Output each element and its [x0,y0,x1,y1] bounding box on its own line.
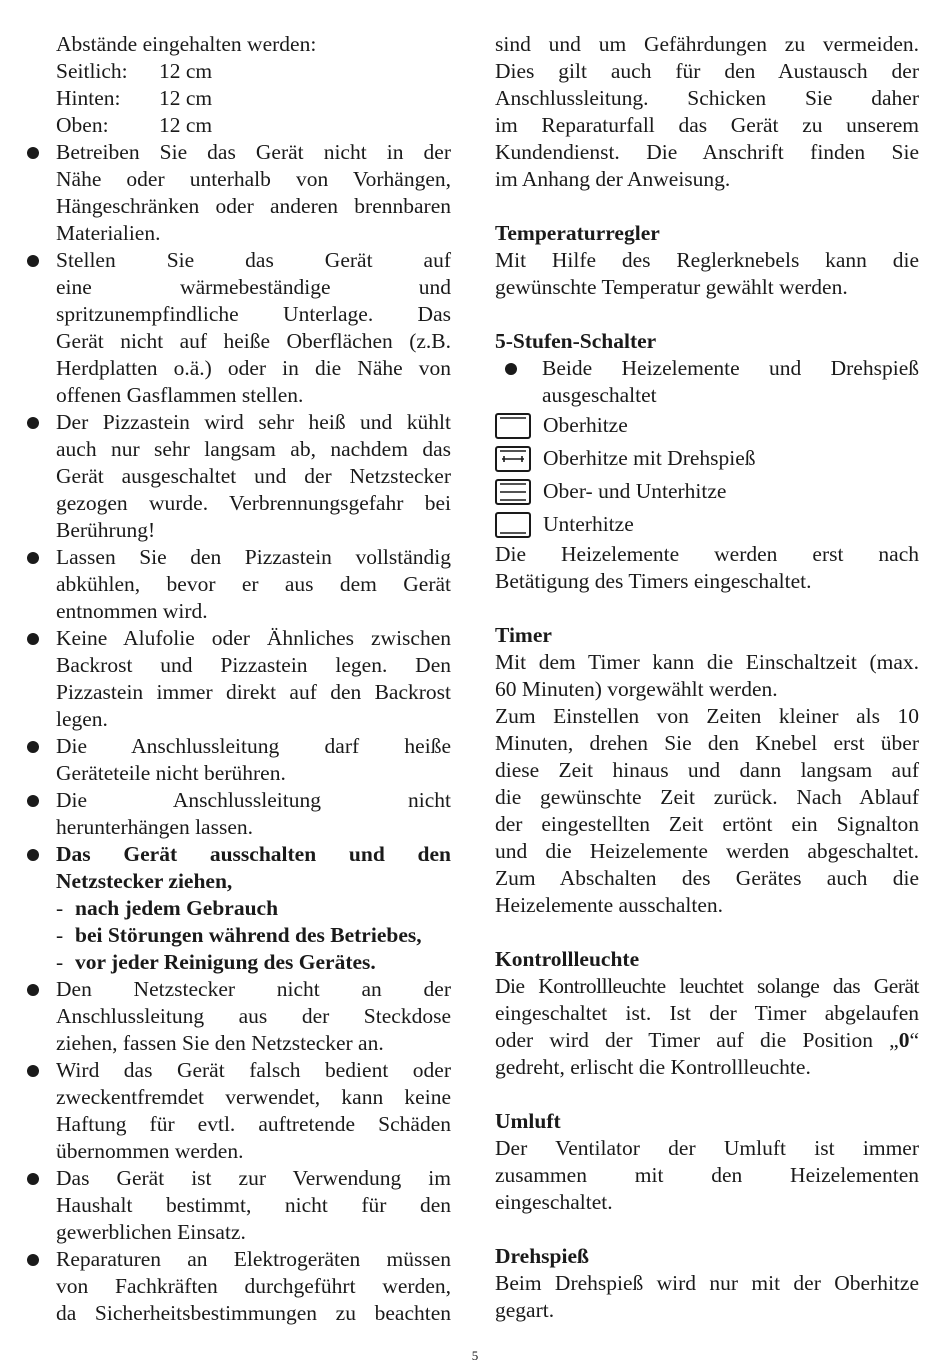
switch-item-top-heat: Oberhitze [495,409,919,442]
top-heat-rotisserie-icon [495,446,531,472]
section-heading-convection: Umluft [495,1109,561,1133]
distance-intro: Abstände eingehalten werden: [56,32,317,56]
distance-label: Seitlich: [56,59,128,83]
safety-bullet-unplug: Das Gerät ausschalten und den Netzstecker ziehen, [27,841,451,895]
safety-bullet-liability: Wird das Gerät falsch bedient oder zweckentfremdet verwendet, kann keine Haftung für evtl. auftretende Schäden übernommen werden. [27,1057,451,1165]
safety-bullet-surface: Stellen Sie das Gerät auf eine wärmebeständige und spritzunempfindliche Unterlage. Das Gerät nicht auf heiße Oberflächen (z.B. Herdplatten o.ä.) oder in die Nähe von offenen Gasflammen stellen. [27,247,451,409]
safety-bullet-cable-hanging: Die Anschlussleitung nicht herunterhängen lassen. [27,787,451,841]
page-number: 5 [471,1348,479,1363]
switch-item-top-heat-rotisserie: Oberhitze mit Drehspieß [495,442,919,475]
distance-value: 12 cm [159,113,213,137]
right-column: sind und um Gefährdungen zu vermeiden. Dies gilt auch für den Austausch der Anschlussleitung. Schicken Sie daher im Reparaturfall das Gerät zu unserem Kundendienst. Die Anschrift finden Sie im Anhang der Anweisung. Temperaturregler Mit Hilfe des Reglerknebels kann die gewünschte Temperatur gewählt werden. 5-Stufen-Schalter Beide Heizelemente und Drehspieß ausgeschaltet Oberhitze Oberhitze mit Drehspieß Ober- und Unterhitze Unterhitze Die Heizelemente werden erst nach Betätigung des Timers eingeschaltet. Timer Mit dem Timer kann die Einschaltzeit (max. 60 Minuten) vorgewählt werden. Zum Einstellen von Zeiten kleiner als 10 Minuten, drehen Sie den Knebel erst über diese Zeit hinaus und dann langsam auf die gewünschte Zeit zurück. Nach Ablauf der eingestellten Zeit ertönt ein Signalton und die Heizelemente werden abgeschaltet. Zum Abschalten des Gerätes auch die Heizelemente ausschalten. Kontrollleuchte Die Kontrollleuchte leuchtet solange das Gerät eingeschaltet ist. Ist der Timer abgelaufen oder wird der Timer auf die Position „0“ gedreht, erlischt die Kontrollleuchte. Umluft Der Ventilator der Umluft ist immer zusammen mit den Heizelementen eingeschaltet. Drehspieß Beim Drehspieß wird nur mit der Oberhitze gegart. [495,32,919,1322]
safety-bullet-pizzastone-hot: Der Pizzastein wird sehr heiß und kühlt auch nur sehr langsam ab, nachdem das Gerät ausgeschaltet und der Netzstecker gezogen wurde. Verbrennungsgefahr bei Berührung! [27,409,451,544]
position-zero: 0 [898,1028,910,1052]
unplug-subitem: - nach jedem Gebrauch [56,896,279,920]
left-column [27,31,451,1327]
safety-bullet-cable-hot: Die Anschlussleitung darf heiße Geräteteile nicht berühren. [27,733,451,787]
distance-row [27,85,451,112]
section-heading-timer: Timer [495,623,552,647]
distance-label: Hinten: [56,86,121,110]
safety-bullet-pizzastone-cool: Lassen Sie den Pizzastein vollständig abkühlen, bevor er aus dem Gerät entnommen wird. [27,544,451,625]
safety-bullet-household: Das Gerät ist zur Verwendung im Haushalt bestimmt, nicht für den gewerblichen Einsatz. [27,1165,451,1246]
distance-label: Oben: [56,113,109,137]
distance-row [27,112,451,139]
switch-bullet-off: Beide Heizelemente und Drehspieß ausgeschaltet [495,355,919,409]
section-heading-switch: 5-Stufen-Schalter [495,329,657,353]
section-heading-rotisserie: Drehspieß [495,1244,589,1268]
unplug-subitem: - vor jeder Reinigung des Gerätes. [56,950,376,974]
distance-value: 12 cm [159,86,213,110]
bottom-heat-icon [495,512,531,538]
lamp-position-line: oder wird der Timer auf die Position „0“ [495,1028,919,1052]
unplug-subitem: - bei Störungen während des Betriebes, [56,923,422,947]
distance-value: 12 cm [159,59,213,83]
safety-bullet-curtains: Betreiben Sie das Gerät nicht in der Nähe oder unterhalb von Vorhängen, Hängeschränken oder anderen brennbaren Materialien. [27,139,451,247]
switch-item-top-bottom-heat: Ober- und Unterhitze [495,475,919,508]
switch-item-bottom-heat: Unterhitze [495,508,919,541]
safety-bullet-foil: Keine Alufolie oder Ähnliches zwischen Backrost und Pizzastein legen. Den Pizzastein immer direkt auf den Backrost legen. [27,625,451,733]
section-heading-indicator-lamp: Kontrollleuchte [495,947,640,971]
top-heat-icon [495,413,531,439]
safety-bullet-plug-pull: Den Netzstecker nicht an der Anschlussleitung aus der Steckdose ziehen, fassen Sie den Netzstecker an. [27,976,451,1057]
safety-bullet-repairs: Reparaturen an Elektrogeräten müssen von Fachkräften durchgeführt werden, da Sicherheitsbestimmungen zu beachten [27,1246,451,1327]
section-heading-temperature: Temperaturregler [495,221,660,245]
top-bottom-heat-icon [495,479,531,505]
distance-row [27,58,451,85]
